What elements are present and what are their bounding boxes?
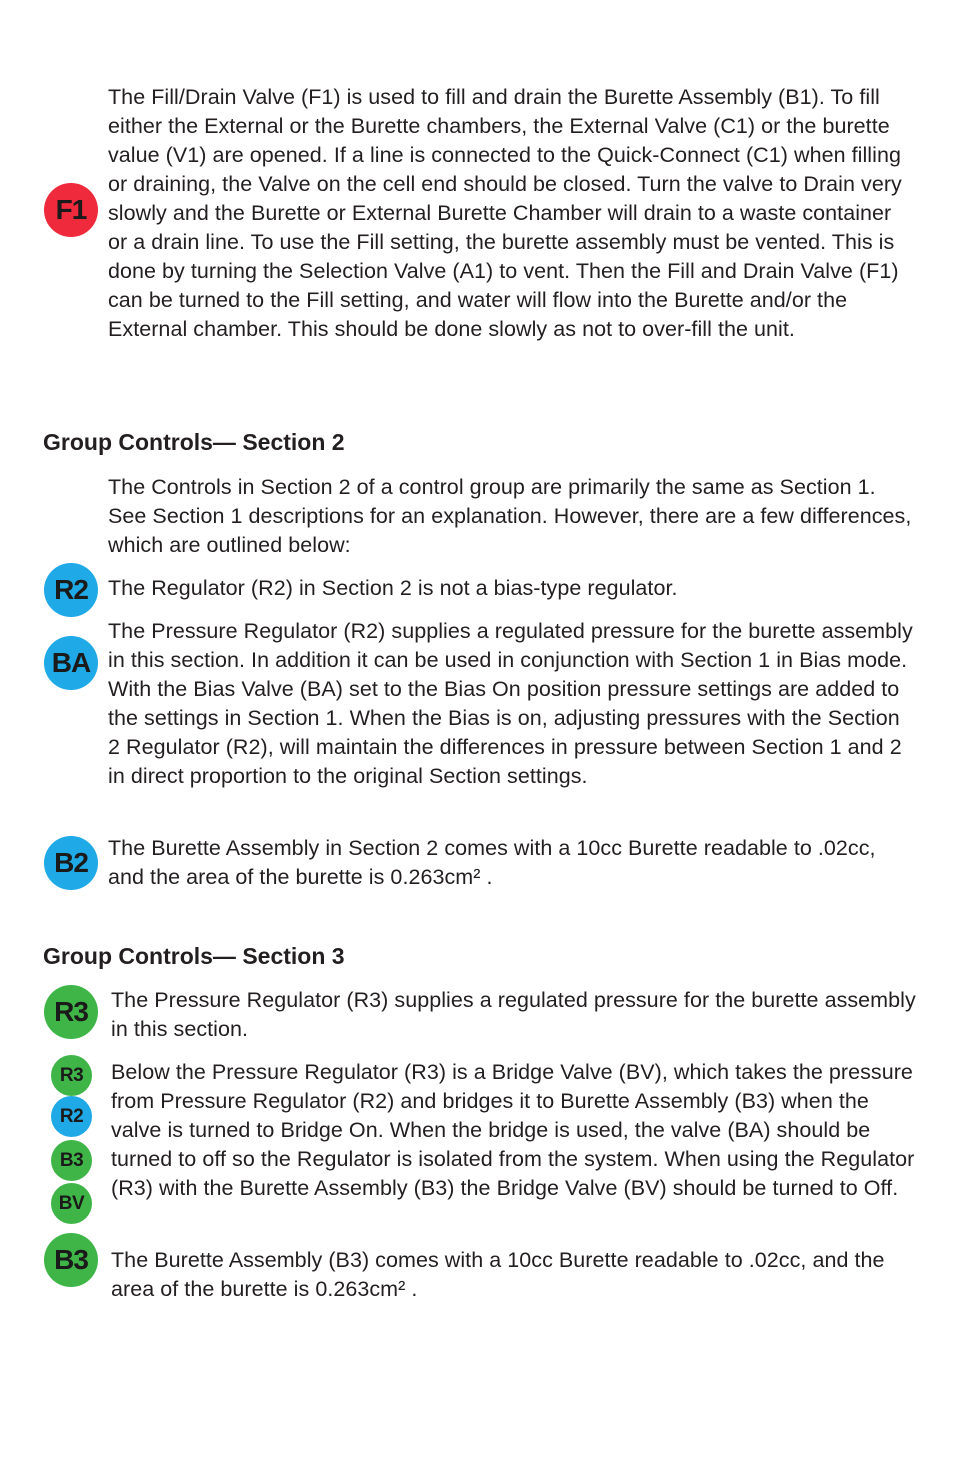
f1-description: The Fill/Drain Valve (F1) is used to fill and drain the Burette Assembly (B1). To fill either the External or the Burette chambers, the External Valve (C1) or the burette value (V1) are opened. If a line is connected to the Quick-Connect (C1) when filling or draining, the Valve on the cell end should be closed. Turn the valve to Drain very slowly and the Burette or External Burette Chamber will drain to a waste container or a drain line. To use the Fill setting, the burette assembly must be vented. This is done by turning the Selection Valve (A1) to vent. Then the Fill and Drain Valve (F1) can be turned to the Fill setting, and water will flow into the Burette and/or the External chamber. This should be done slowly as not to over-fill the unit. xyxy=(108,85,902,341)
ba-badge: BA xyxy=(44,636,98,690)
bridge-bv-badge: BV xyxy=(51,1183,92,1224)
r2-badge: R2 xyxy=(44,563,98,617)
bridge-r2-badge: R2 xyxy=(51,1096,92,1137)
r2-description: The Regulator (R2) in Section 2 is not a bias-type regulator. xyxy=(108,576,678,600)
b3-badge: B3 xyxy=(44,1233,98,1287)
b3-description: The Burette Assembly (B3) comes with a 10cc Burette readable to .02cc, and the area of the burette is 0.263cm² . xyxy=(111,1248,885,1301)
bridge-r3-badge: R3 xyxy=(51,1055,92,1096)
r3-badge: R3 xyxy=(44,985,98,1039)
bridge-valve-description: Below the Pressure Regulator (R3) is a Bridge Valve (BV), which takes the pressure from Pressure Regulator (R2) and bridges it to Burette Assembly (B3) when the valve is turned to Bridge On. When the bridge is used, the valve (BA) should be turned to off so the Regulator is isolated from the system. When using the Regulator (R3) with the Burette Assembly (B3) the Bridge Valve (BV) should be turned to Off. xyxy=(111,1060,915,1200)
r3-description: The Pressure Regulator (R3) supplies a regulated pressure for the burette assembly in this section. xyxy=(111,988,916,1041)
b2-badge: B2 xyxy=(44,836,98,890)
section-2-heading: Group Controls— Section 2 xyxy=(43,429,345,455)
section-3-heading: Group Controls— Section 3 xyxy=(43,943,345,969)
f1-badge: F1 xyxy=(44,183,98,237)
b2-description: The Burette Assembly in Section 2 comes with a 10cc Burette readable to .02cc, and the area of the burette is 0.263cm² . xyxy=(108,836,876,889)
section-2-intro: The Controls in Section 2 of a control group are primarily the same as Section 1. See Section 1 descriptions for an explanation. However, there are a few differences, which are outlined below: xyxy=(108,475,912,557)
bridge-b3-badge: B3 xyxy=(51,1140,92,1181)
ba-description: The Pressure Regulator (R2) supplies a regulated pressure for the burette assembly in this section. In addition it can be used in conjunction with Section 1 in Bias mode. With the Bias Valve (BA) set to the Bias On position pressure settings are added to the settings in Section 1. When the Bias is on, adjusting pressures with the Section 2 Regulator (R2), will maintain the differences in pressure between Section 1 and 2 in direct proportion to the original Section settings. xyxy=(108,619,913,788)
